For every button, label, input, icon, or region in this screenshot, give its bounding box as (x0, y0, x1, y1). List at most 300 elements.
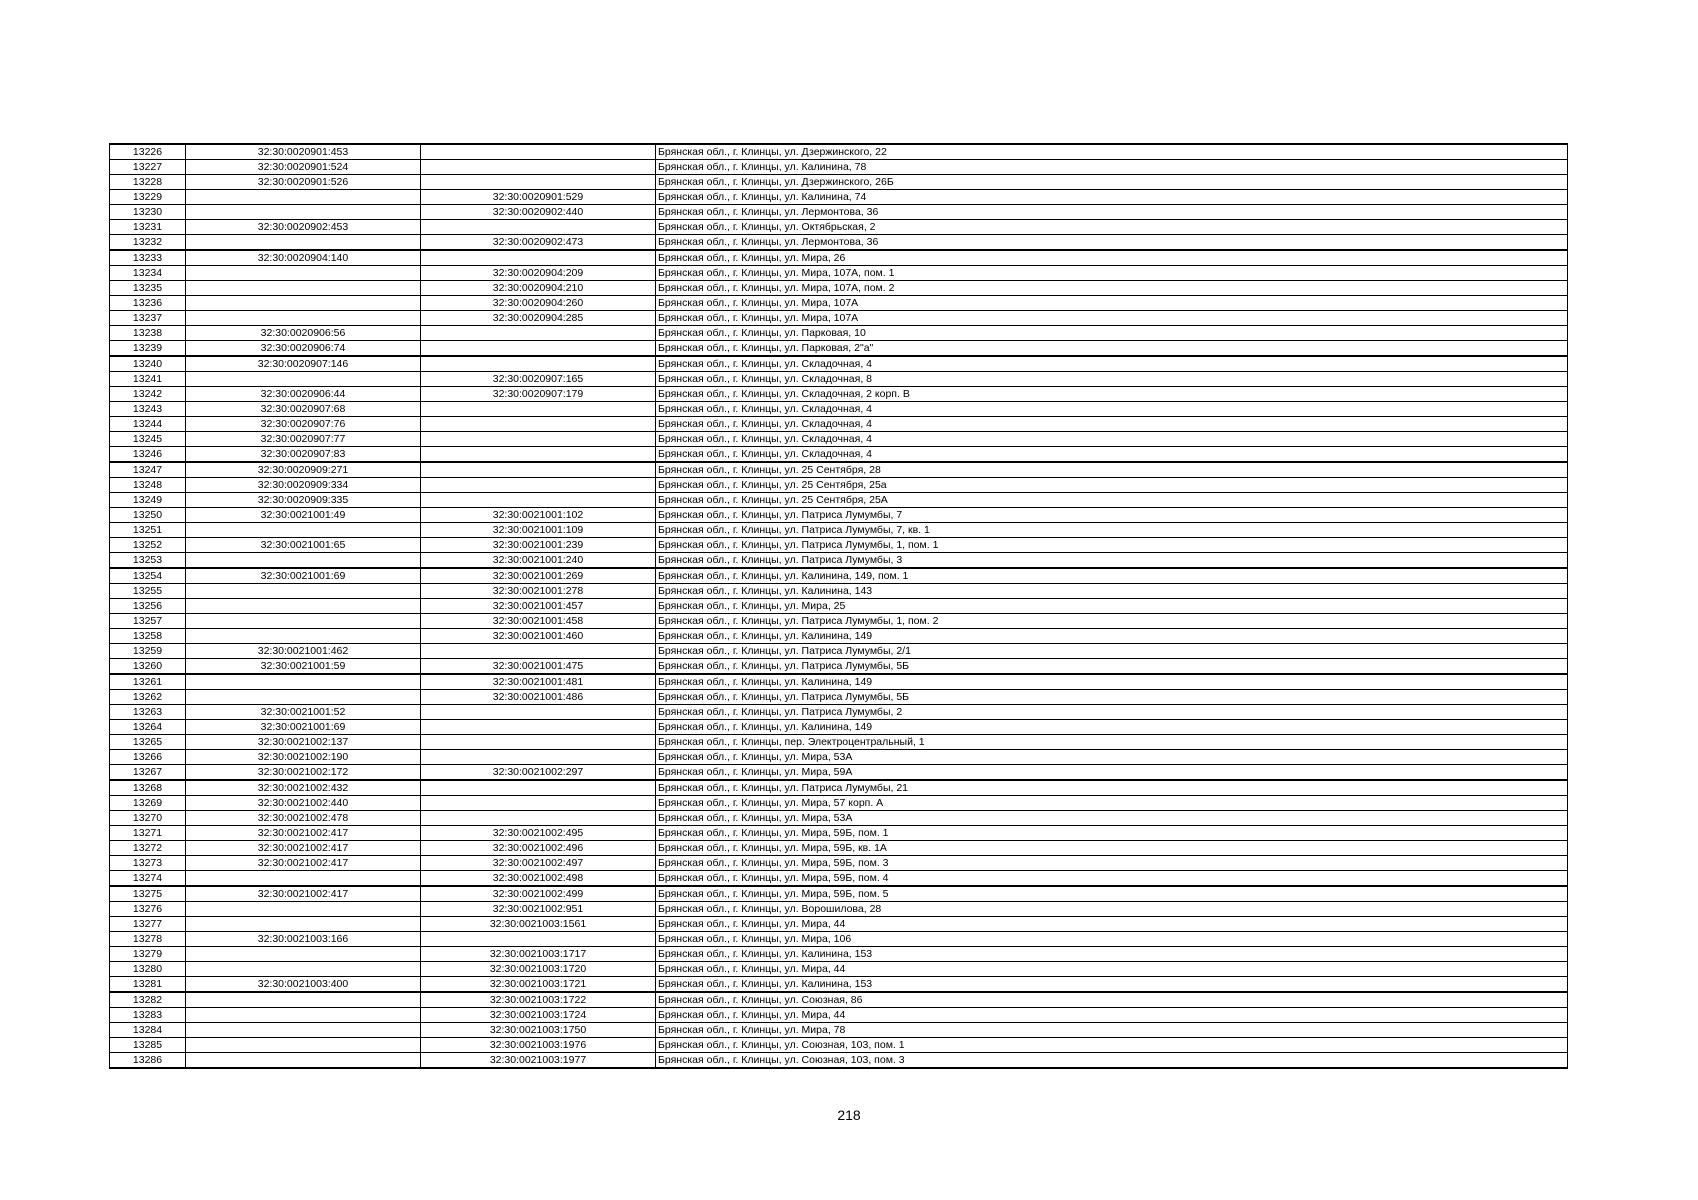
row-number-cell: 13280 (110, 962, 186, 977)
registry-table (109, 143, 1568, 1069)
related-cadastral-cell: 32:30:0020907:179 (421, 387, 656, 402)
cadastral-number-cell (186, 311, 421, 326)
related-cadastral-cell: 32:30:0021003:1750 (421, 1023, 656, 1038)
related-cadastral-cell: 32:30:0021003:1561 (421, 917, 656, 932)
table-row (110, 235, 1568, 251)
cadastral-number-cell: 32:30:0020907:68 (186, 402, 421, 417)
cadastral-number-cell: 32:30:0020904:140 (186, 250, 421, 266)
address-cell: Брянская обл., г. Клинцы, ул. Калинина, 149, пом. 1 (656, 568, 1568, 584)
related-cadastral-cell (421, 493, 656, 508)
row-number-cell: 13227 (110, 160, 186, 175)
related-cadastral-cell (421, 160, 656, 175)
address-cell: Брянская обл., г. Клинцы, ул. Мира, 107А (656, 296, 1568, 311)
address-cell: Брянская обл., г. Клинцы, ул. Калинина, 153 (656, 977, 1568, 993)
row-number-cell: 13265 (110, 735, 186, 750)
address-cell: Брянская обл., г. Клинцы, ул. Союзная, 86 (656, 992, 1568, 1008)
row-number-cell: 13229 (110, 190, 186, 205)
table-row (110, 674, 1568, 690)
cadastral-number-cell (186, 690, 421, 705)
table-row (110, 629, 1568, 644)
address-cell: Брянская обл., г. Клинцы, ул. Патриса Лумумбы, 5Б (656, 690, 1568, 705)
cadastral-number-cell (186, 614, 421, 629)
row-number-cell: 13233 (110, 250, 186, 266)
table-row (110, 175, 1568, 190)
row-number-cell: 13273 (110, 856, 186, 871)
page-number: 218 (837, 1107, 861, 1123)
address-cell: Брянская обл., г. Клинцы, ул. Мира, 44 (656, 962, 1568, 977)
related-cadastral-cell: 32:30:0021001:486 (421, 690, 656, 705)
cadastral-number-cell: 32:30:0020909:334 (186, 478, 421, 493)
cadastral-number-cell: 32:30:0021001:49 (186, 508, 421, 523)
cadastral-number-cell: 32:30:0020906:56 (186, 326, 421, 341)
address-cell: Брянская обл., г. Клинцы, ул. Патриса Лумумбы, 1, пом. 2 (656, 614, 1568, 629)
related-cadastral-cell: 32:30:0020904:209 (421, 266, 656, 281)
row-number-cell: 13286 (110, 1053, 186, 1069)
related-cadastral-cell: 32:30:0021001:102 (421, 508, 656, 523)
cadastral-number-cell (186, 553, 421, 569)
related-cadastral-cell: 32:30:0021003:1720 (421, 962, 656, 977)
table-row (110, 720, 1568, 735)
cadastral-number-cell: 32:30:0020901:526 (186, 175, 421, 190)
cadastral-number-cell: 32:30:0020909:335 (186, 493, 421, 508)
table-row (110, 311, 1568, 326)
cadastral-number-cell (186, 523, 421, 538)
address-cell: Брянская обл., г. Клинцы, ул. Мира, 44 (656, 1008, 1568, 1023)
address-cell: Брянская обл., г. Клинцы, ул. Складочная, 2 корп. В (656, 387, 1568, 402)
cadastral-number-cell (186, 1053, 421, 1069)
cadastral-number-cell: 32:30:0021001:69 (186, 720, 421, 735)
cadastral-number-cell: 32:30:0021003:400 (186, 977, 421, 993)
related-cadastral-cell: 32:30:0021002:498 (421, 871, 656, 887)
cadastral-number-cell (186, 599, 421, 614)
table-row (110, 341, 1568, 357)
row-number-cell: 13281 (110, 977, 186, 993)
related-cadastral-cell: 32:30:0021001:481 (421, 674, 656, 690)
address-cell: Брянская обл., г. Клинцы, ул. Патриса Лумумбы, 5Б (656, 659, 1568, 675)
table-row (110, 356, 1568, 372)
address-cell: Брянская обл., г. Клинцы, ул. Мира, 78 (656, 1023, 1568, 1038)
table-row (110, 796, 1568, 811)
related-cadastral-cell (421, 644, 656, 659)
row-number-cell: 13253 (110, 553, 186, 569)
cadastral-number-cell: 32:30:0021002:440 (186, 796, 421, 811)
row-number-cell: 13255 (110, 584, 186, 599)
row-number-cell: 13250 (110, 508, 186, 523)
row-number-cell: 13264 (110, 720, 186, 735)
cadastral-number-cell: 32:30:0020907:77 (186, 432, 421, 447)
table-row (110, 947, 1568, 962)
row-number-cell: 13260 (110, 659, 186, 675)
row-number-cell: 13279 (110, 947, 186, 962)
table-row (110, 1008, 1568, 1023)
table-row (110, 478, 1568, 493)
related-cadastral-cell: 32:30:0021001:457 (421, 599, 656, 614)
address-cell: Брянская обл., г. Клинцы, ул. Калинина, 149 (656, 674, 1568, 690)
cadastral-number-cell: 32:30:0021002:432 (186, 780, 421, 796)
table-row (110, 917, 1568, 932)
related-cadastral-cell (421, 478, 656, 493)
cadastral-number-cell (186, 962, 421, 977)
related-cadastral-cell: 32:30:0021001:460 (421, 629, 656, 644)
related-cadastral-cell: 32:30:0021002:499 (421, 886, 656, 902)
table-row (110, 1023, 1568, 1038)
cadastral-number-cell (186, 1023, 421, 1038)
row-number-cell: 13243 (110, 402, 186, 417)
related-cadastral-cell (421, 144, 656, 160)
cadastral-number-cell: 32:30:0020901:453 (186, 144, 421, 160)
cadastral-number-cell: 32:30:0021002:417 (186, 841, 421, 856)
row-number-cell: 13230 (110, 205, 186, 220)
row-number-cell: 13232 (110, 235, 186, 251)
cadastral-number-cell: 32:30:0020907:76 (186, 417, 421, 432)
table-row (110, 402, 1568, 417)
address-cell: Брянская обл., г. Клинцы, ул. Складочная, 8 (656, 372, 1568, 387)
address-cell: Брянская обл., г. Клинцы, ул. 25 Сентября, 28 (656, 462, 1568, 478)
related-cadastral-cell: 32:30:0021003:1722 (421, 992, 656, 1008)
address-cell: Брянская обл., г. Клинцы, ул. Патриса Лумумбы, 7 (656, 508, 1568, 523)
cadastral-number-cell: 32:30:0020902:453 (186, 220, 421, 235)
table-row (110, 447, 1568, 463)
table-row (110, 266, 1568, 281)
table-row (110, 826, 1568, 841)
cadastral-number-cell (186, 1008, 421, 1023)
related-cadastral-cell: 32:30:0021003:1977 (421, 1053, 656, 1069)
row-number-cell: 13284 (110, 1023, 186, 1038)
cadastral-number-cell: 32:30:0021001:52 (186, 705, 421, 720)
related-cadastral-cell: 32:30:0021002:497 (421, 856, 656, 871)
cadastral-number-cell: 32:30:0020906:74 (186, 341, 421, 357)
related-cadastral-cell: 32:30:0021003:1976 (421, 1038, 656, 1053)
address-cell: Брянская обл., г. Клинцы, ул. Калинина, 74 (656, 190, 1568, 205)
table-row (110, 871, 1568, 887)
table-row (110, 387, 1568, 402)
address-cell: Брянская обл., г. Клинцы, ул. Мира, 59А (656, 765, 1568, 781)
related-cadastral-cell: 32:30:0020907:165 (421, 372, 656, 387)
table-row (110, 584, 1568, 599)
row-number-cell: 13249 (110, 493, 186, 508)
row-number-cell: 13278 (110, 932, 186, 947)
row-number-cell: 13272 (110, 841, 186, 856)
address-cell: Брянская обл., г. Клинцы, ул. Складочная, 4 (656, 432, 1568, 447)
cadastral-number-cell: 32:30:0021002:137 (186, 735, 421, 750)
address-cell: Брянская обл., г. Клинцы, ул. Калинина, 153 (656, 947, 1568, 962)
address-cell: Брянская обл., г. Клинцы, ул. Мира, 26 (656, 250, 1568, 266)
row-number-cell: 13262 (110, 690, 186, 705)
related-cadastral-cell: 32:30:0021002:495 (421, 826, 656, 841)
cadastral-number-cell (186, 902, 421, 917)
row-number-cell: 13247 (110, 462, 186, 478)
address-cell: Брянская обл., г. Клинцы, ул. Мира, 106 (656, 932, 1568, 947)
cadastral-number-cell (186, 281, 421, 296)
cadastral-number-cell: 32:30:0021002:417 (186, 826, 421, 841)
table-row (110, 432, 1568, 447)
row-number-cell: 13277 (110, 917, 186, 932)
related-cadastral-cell: 32:30:0020904:260 (421, 296, 656, 311)
cadastral-number-cell: 32:30:0021002:190 (186, 750, 421, 765)
row-number-cell: 13251 (110, 523, 186, 538)
row-number-cell: 13242 (110, 387, 186, 402)
address-cell: Брянская обл., г. Клинцы, ул. 25 Сентября, 25А (656, 493, 1568, 508)
address-cell: Брянская обл., г. Клинцы, ул. Мира, 53А (656, 811, 1568, 826)
related-cadastral-cell: 32:30:0021003:1724 (421, 1008, 656, 1023)
table-row (110, 1053, 1568, 1069)
cadastral-number-cell (186, 674, 421, 690)
row-number-cell: 13283 (110, 1008, 186, 1023)
cadastral-number-cell (186, 296, 421, 311)
address-cell: Брянская обл., г. Клинцы, ул. Складочная, 4 (656, 356, 1568, 372)
row-number-cell: 13275 (110, 886, 186, 902)
address-cell: Брянская обл., г. Клинцы, ул. Патриса Лумумбы, 7, кв. 1 (656, 523, 1568, 538)
related-cadastral-cell (421, 750, 656, 765)
table-row (110, 902, 1568, 917)
cadastral-number-cell (186, 917, 421, 932)
row-number-cell: 13256 (110, 599, 186, 614)
table-row (110, 553, 1568, 569)
row-number-cell: 13234 (110, 266, 186, 281)
row-number-cell: 13231 (110, 220, 186, 235)
address-cell: Брянская обл., г. Клинцы, ул. Патриса Лумумбы, 2 (656, 705, 1568, 720)
address-cell: Брянская обл., г. Клинцы, ул. Калинина, 149 (656, 720, 1568, 735)
related-cadastral-cell (421, 402, 656, 417)
address-cell: Брянская обл., г. Клинцы, пер. Электроцентральный, 1 (656, 735, 1568, 750)
related-cadastral-cell (421, 250, 656, 266)
table-row (110, 599, 1568, 614)
address-cell: Брянская обл., г. Клинцы, ул. 25 Сентября, 25а (656, 478, 1568, 493)
table-row (110, 538, 1568, 553)
row-number-cell: 13246 (110, 447, 186, 463)
address-cell: Брянская обл., г. Клинцы, ул. Парковая, 2"а" (656, 341, 1568, 357)
row-number-cell: 13276 (110, 902, 186, 917)
row-number-cell: 13226 (110, 144, 186, 160)
related-cadastral-cell: 32:30:0021001:475 (421, 659, 656, 675)
address-cell: Брянская обл., г. Клинцы, ул. Мира, 107А (656, 311, 1568, 326)
related-cadastral-cell: 32:30:0021003:1721 (421, 977, 656, 993)
cadastral-number-cell (186, 992, 421, 1008)
table-row (110, 144, 1568, 160)
cadastral-number-cell: 32:30:0021002:172 (186, 765, 421, 781)
address-cell: Брянская обл., г. Клинцы, ул. Складочная, 4 (656, 447, 1568, 463)
related-cadastral-cell (421, 220, 656, 235)
cadastral-number-cell: 32:30:0021002:417 (186, 856, 421, 871)
address-cell: Брянская обл., г. Клинцы, ул. Патриса Лумумбы, 1, пом. 1 (656, 538, 1568, 553)
table-row (110, 160, 1568, 175)
cadastral-number-cell: 32:30:0021001:59 (186, 659, 421, 675)
related-cadastral-cell (421, 780, 656, 796)
table-row (110, 220, 1568, 235)
address-cell: Брянская обл., г. Клинцы, ул. Патриса Лумумбы, 3 (656, 553, 1568, 569)
address-cell: Брянская обл., г. Клинцы, ул. Патриса Лумумбы, 21 (656, 780, 1568, 796)
table-row (110, 886, 1568, 902)
row-number-cell: 13270 (110, 811, 186, 826)
related-cadastral-cell: 32:30:0021003:1717 (421, 947, 656, 962)
related-cadastral-cell: 32:30:0020902:440 (421, 205, 656, 220)
row-number-cell: 13241 (110, 372, 186, 387)
related-cadastral-cell: 32:30:0020901:529 (421, 190, 656, 205)
cadastral-number-cell: 32:30:0020901:524 (186, 160, 421, 175)
address-cell: Брянская обл., г. Клинцы, ул. Союзная, 103, пом. 3 (656, 1053, 1568, 1069)
cadastral-number-cell (186, 584, 421, 599)
table-row (110, 205, 1568, 220)
address-cell: Брянская обл., г. Клинцы, ул. Октябрьская, 2 (656, 220, 1568, 235)
table-row (110, 326, 1568, 341)
table-row (110, 508, 1568, 523)
related-cadastral-cell (421, 356, 656, 372)
cadastral-number-cell: 32:30:0021002:478 (186, 811, 421, 826)
related-cadastral-cell (421, 432, 656, 447)
cadastral-number-cell: 32:30:0021003:166 (186, 932, 421, 947)
table-row (110, 462, 1568, 478)
related-cadastral-cell (421, 462, 656, 478)
related-cadastral-cell: 32:30:0021001:269 (421, 568, 656, 584)
address-cell: Брянская обл., г. Клинцы, ул. Мира, 57 корп. А (656, 796, 1568, 811)
address-cell: Брянская обл., г. Клинцы, ул. Мира, 59Б, пом. 3 (656, 856, 1568, 871)
address-cell: Брянская обл., г. Клинцы, ул. Лермонтова, 36 (656, 205, 1568, 220)
table-row (110, 811, 1568, 826)
row-number-cell: 13268 (110, 780, 186, 796)
table-row (110, 493, 1568, 508)
table-row (110, 765, 1568, 781)
table-row (110, 190, 1568, 205)
related-cadastral-cell (421, 705, 656, 720)
related-cadastral-cell (421, 796, 656, 811)
cadastral-number-cell (186, 266, 421, 281)
row-number-cell: 13263 (110, 705, 186, 720)
cadastral-number-cell (186, 947, 421, 962)
table-row (110, 780, 1568, 796)
related-cadastral-cell: 32:30:0021002:297 (421, 765, 656, 781)
address-cell: Брянская обл., г. Клинцы, ул. Складочная, 4 (656, 417, 1568, 432)
table-row (110, 992, 1568, 1008)
address-cell: Брянская обл., г. Клинцы, ул. Лермонтова, 36 (656, 235, 1568, 251)
address-cell: Брянская обл., г. Клинцы, ул. Ворошилова, 28 (656, 902, 1568, 917)
address-cell: Брянская обл., г. Клинцы, ул. Калинина, 143 (656, 584, 1568, 599)
row-number-cell: 13252 (110, 538, 186, 553)
address-cell: Брянская обл., г. Клинцы, ул. Дзержинского, 22 (656, 144, 1568, 160)
cadastral-number-cell (186, 235, 421, 251)
table-row (110, 296, 1568, 311)
cadastral-number-cell: 32:30:0020906:44 (186, 387, 421, 402)
related-cadastral-cell (421, 447, 656, 463)
table-row (110, 977, 1568, 993)
related-cadastral-cell: 32:30:0021002:951 (421, 902, 656, 917)
related-cadastral-cell: 32:30:0020904:285 (421, 311, 656, 326)
address-cell: Брянская обл., г. Клинцы, ул. Мира, 59Б, пом. 5 (656, 886, 1568, 902)
related-cadastral-cell: 32:30:0021001:458 (421, 614, 656, 629)
table-row (110, 856, 1568, 871)
table-row (110, 372, 1568, 387)
table-row (110, 1038, 1568, 1053)
address-cell: Брянская обл., г. Клинцы, ул. Складочная, 4 (656, 402, 1568, 417)
row-number-cell: 13239 (110, 341, 186, 357)
table-row (110, 250, 1568, 266)
row-number-cell: 13261 (110, 674, 186, 690)
row-number-cell: 13269 (110, 796, 186, 811)
address-cell: Брянская обл., г. Клинцы, ул. Союзная, 103, пом. 1 (656, 1038, 1568, 1053)
row-number-cell: 13245 (110, 432, 186, 447)
row-number-cell: 13237 (110, 311, 186, 326)
address-cell: Брянская обл., г. Клинцы, ул. Калинина, 78 (656, 160, 1568, 175)
address-cell: Брянская обл., г. Клинцы, ул. Дзержинского, 26Б (656, 175, 1568, 190)
related-cadastral-cell (421, 175, 656, 190)
table-row (110, 568, 1568, 584)
related-cadastral-cell: 32:30:0021001:278 (421, 584, 656, 599)
address-cell: Брянская обл., г. Клинцы, ул. Мира, 25 (656, 599, 1568, 614)
cadastral-number-cell: 32:30:0020907:83 (186, 447, 421, 463)
row-number-cell: 13285 (110, 1038, 186, 1053)
related-cadastral-cell (421, 720, 656, 735)
row-number-cell: 13282 (110, 992, 186, 1008)
address-cell: Брянская обл., г. Клинцы, ул. Мира, 53А (656, 750, 1568, 765)
row-number-cell: 13228 (110, 175, 186, 190)
related-cadastral-cell (421, 341, 656, 357)
table-row (110, 644, 1568, 659)
cadastral-number-cell (186, 871, 421, 887)
address-cell: Брянская обл., г. Клинцы, ул. Мира, 107А, пом. 2 (656, 281, 1568, 296)
cadastral-number-cell (186, 205, 421, 220)
cadastral-number-cell: 32:30:0021001:69 (186, 568, 421, 584)
table-row (110, 523, 1568, 538)
address-cell: Брянская обл., г. Клинцы, ул. Мира, 44 (656, 917, 1568, 932)
table-row (110, 841, 1568, 856)
table-row (110, 735, 1568, 750)
address-cell: Брянская обл., г. Клинцы, ул. Мира, 59Б, кв. 1А (656, 841, 1568, 856)
row-number-cell: 13258 (110, 629, 186, 644)
row-number-cell: 13235 (110, 281, 186, 296)
cadastral-number-cell (186, 190, 421, 205)
row-number-cell: 13267 (110, 765, 186, 781)
related-cadastral-cell: 32:30:0021001:240 (421, 553, 656, 569)
row-number-cell: 13266 (110, 750, 186, 765)
related-cadastral-cell (421, 932, 656, 947)
related-cadastral-cell: 32:30:0021001:239 (421, 538, 656, 553)
row-number-cell: 13244 (110, 417, 186, 432)
table-row (110, 932, 1568, 947)
row-number-cell: 13257 (110, 614, 186, 629)
table-row (110, 962, 1568, 977)
row-number-cell: 13254 (110, 568, 186, 584)
related-cadastral-cell: 32:30:0020904:210 (421, 281, 656, 296)
related-cadastral-cell (421, 417, 656, 432)
related-cadastral-cell (421, 811, 656, 826)
table-row (110, 690, 1568, 705)
row-number-cell: 13238 (110, 326, 186, 341)
cadastral-number-cell (186, 629, 421, 644)
table-row (110, 281, 1568, 296)
table-row (110, 659, 1568, 675)
related-cadastral-cell: 32:30:0021002:496 (421, 841, 656, 856)
address-cell: Брянская обл., г. Клинцы, ул. Мира, 59Б, пом. 1 (656, 826, 1568, 841)
row-number-cell: 13248 (110, 478, 186, 493)
row-number-cell: 13236 (110, 296, 186, 311)
cadastral-number-cell (186, 372, 421, 387)
cadastral-number-cell: 32:30:0020907:146 (186, 356, 421, 372)
table-row (110, 705, 1568, 720)
address-cell: Брянская обл., г. Клинцы, ул. Мира, 59Б, пом. 4 (656, 871, 1568, 887)
row-number-cell: 13274 (110, 871, 186, 887)
row-number-cell: 13240 (110, 356, 186, 372)
row-number-cell: 13271 (110, 826, 186, 841)
cadastral-number-cell (186, 1038, 421, 1053)
related-cadastral-cell: 32:30:0021001:109 (421, 523, 656, 538)
cadastral-number-cell: 32:30:0021002:417 (186, 886, 421, 902)
related-cadastral-cell (421, 326, 656, 341)
table-row (110, 417, 1568, 432)
address-cell: Брянская обл., г. Клинцы, ул. Мира, 107А, пом. 1 (656, 266, 1568, 281)
related-cadastral-cell: 32:30:0020902:473 (421, 235, 656, 251)
cadastral-number-cell: 32:30:0020909:271 (186, 462, 421, 478)
table-row (110, 750, 1568, 765)
cadastral-number-cell: 32:30:0021001:65 (186, 538, 421, 553)
